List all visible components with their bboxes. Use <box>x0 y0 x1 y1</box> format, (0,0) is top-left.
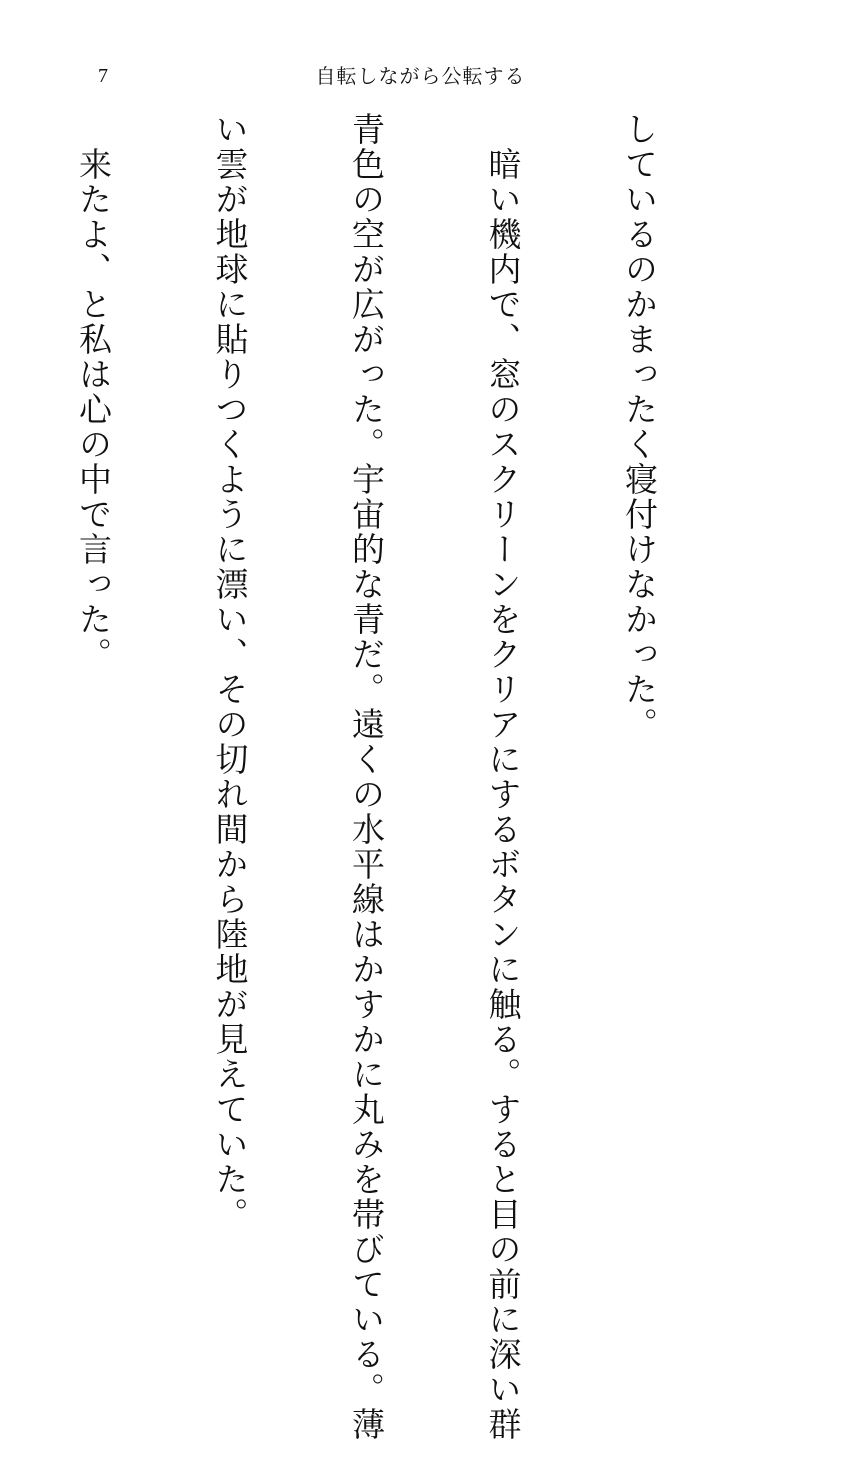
text-line: 来たよ、と私は心の中で言った。 <box>74 112 113 672</box>
vertical-body-text <box>74 112 753 1442</box>
text-line: 青色の空が広がった。宇宙的な青だ。遠くの水平線はかすかに丸みを帯びている。薄 <box>347 112 386 1442</box>
text-line: しているのかまったく寝付けなかった。 <box>620 112 659 742</box>
text-line: い雲が地球に貼りつくように漂い、その切れ間から陸地が見えていた。 <box>210 112 250 1232</box>
text-line: 暗い機内で、窓のスクリーンをクリアにするボタンに触る。すると目の前に深い群 <box>483 112 523 1442</box>
page-number: 7 <box>98 65 108 87</box>
running-title: 自転しながら公転する <box>315 64 526 88</box>
